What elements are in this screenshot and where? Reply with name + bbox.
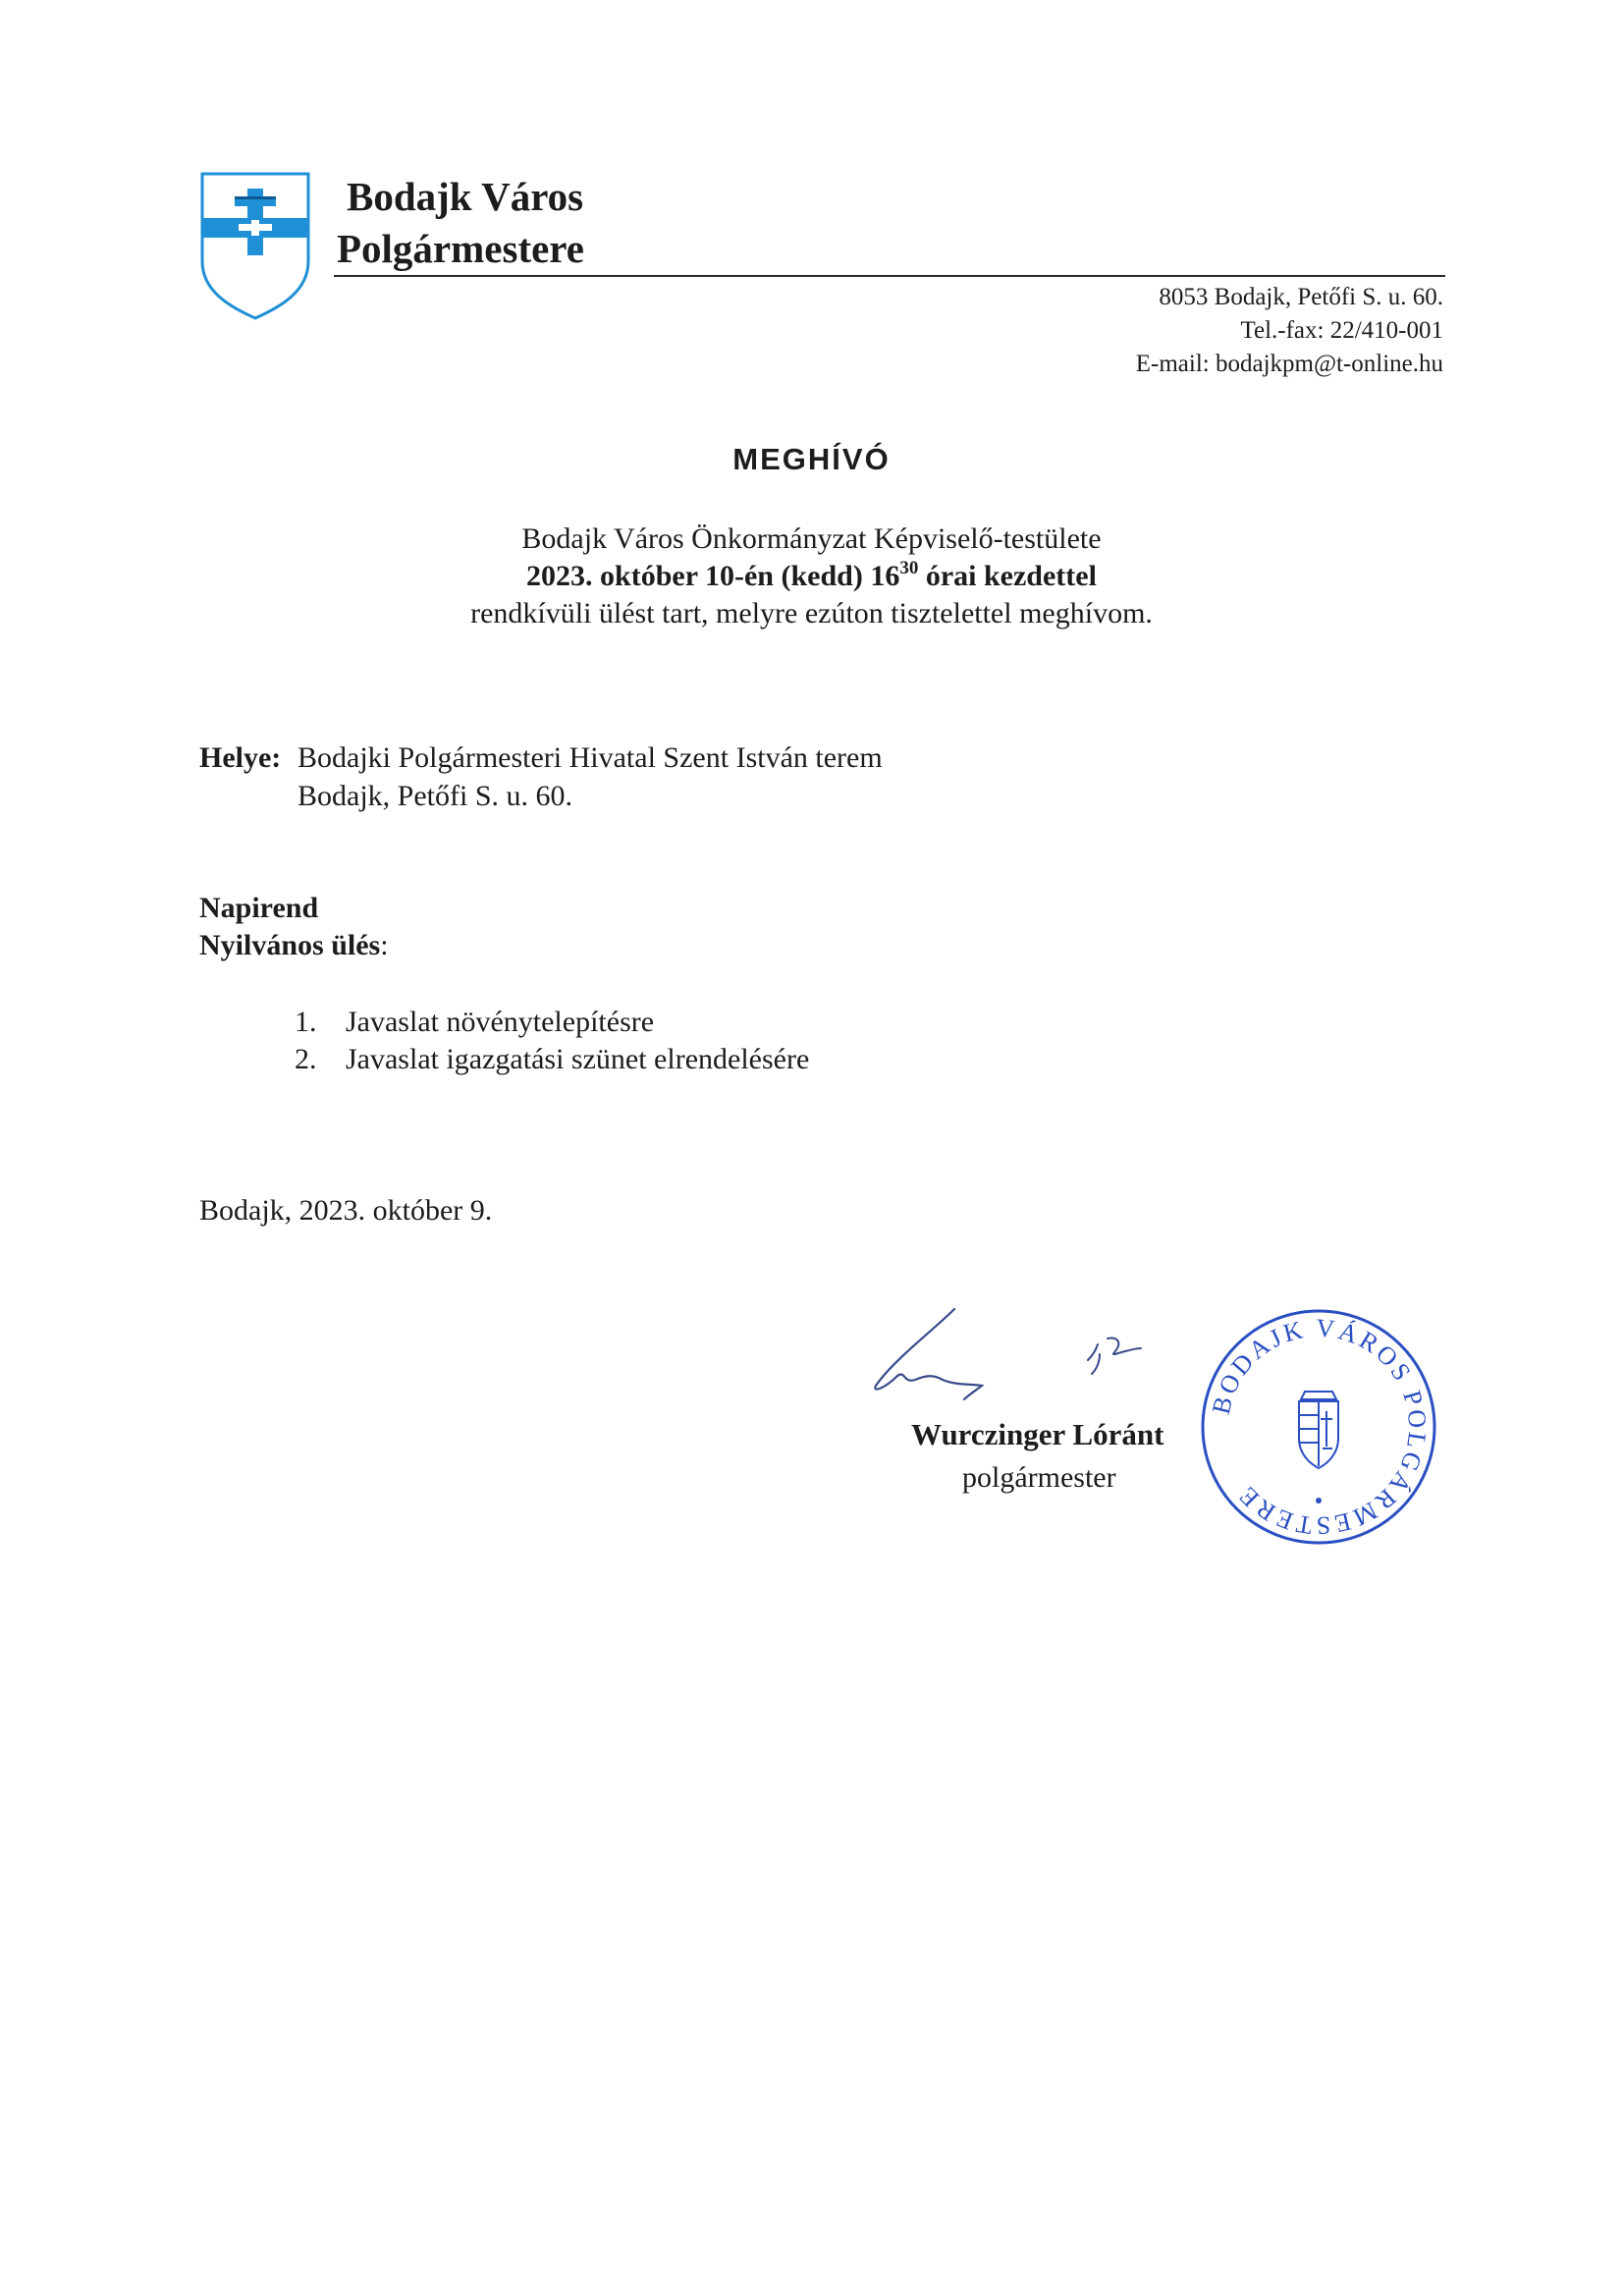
phone-line: Tel.-fax: 22/410-001 [1240, 317, 1443, 344]
list-item-text: Javaslat növénytelepítésre [346, 1006, 655, 1038]
list-item-number: 1. [295, 1006, 317, 1038]
list-item-text: Javaslat igazgatási szünet elrendelésére [346, 1043, 810, 1075]
signer-name: Wurczinger Lóránt [911, 1417, 1164, 1451]
list-item [295, 1004, 809, 1041]
location-line-1: Bodajki Polgármesteri Hivatal Szent István terem [298, 741, 883, 774]
agenda-subheading-text: Nyilvános ülés [199, 929, 381, 961]
header-divider [334, 275, 1445, 277]
document-title: MEGHÍVÓ [732, 442, 891, 476]
address-line: 8053 Bodajk, Petőfi S. u. 60. [1159, 284, 1443, 310]
agenda-subheading-colon: : [380, 929, 389, 961]
intro-line-3: rendkívüli ülést tart, melyre ezúton tisztelettel meghívom. [470, 597, 1153, 629]
meeting-time-suffix: órai kezdettel [918, 560, 1097, 592]
contact-block [1136, 281, 1443, 381]
svg-text:BODAJK VÁROS POLGÁRMESTERE: BODAJK VÁROS POLGÁRMESTERE [1206, 1313, 1433, 1541]
agenda-list [295, 1004, 809, 1078]
agenda-subheading [199, 927, 389, 964]
date-line: Bodajk, 2023. október 9. [199, 1194, 493, 1227]
meeting-time-minutes: 30 [899, 558, 919, 578]
org-name: Bodajk Város [347, 174, 584, 219]
location-line-2: Bodajk, Petőfi S. u. 60. [298, 780, 573, 812]
agenda-heading: Napirend [199, 892, 319, 924]
intro-line-1: Bodajk Város Önkormányzat Képviselő-testülete [521, 522, 1102, 555]
signer-role: polgármester [962, 1461, 1116, 1494]
official-stamp-icon [1196, 1304, 1441, 1550]
handwritten-signature [864, 1301, 1217, 1409]
email-line: E-mail: bodajkpm@t-online.hu [1135, 351, 1443, 377]
coat-of-arms-icon [199, 171, 311, 320]
list-item [295, 1041, 809, 1078]
intro-block [0, 520, 1623, 632]
list-item-number: 2. [295, 1043, 317, 1075]
intro-line-2 [0, 558, 1623, 595]
meeting-date: 2023. október 10-én (kedd) 16 [526, 560, 900, 592]
org-title: Polgármestere [337, 226, 584, 271]
location-label: Helye: [199, 741, 282, 774]
